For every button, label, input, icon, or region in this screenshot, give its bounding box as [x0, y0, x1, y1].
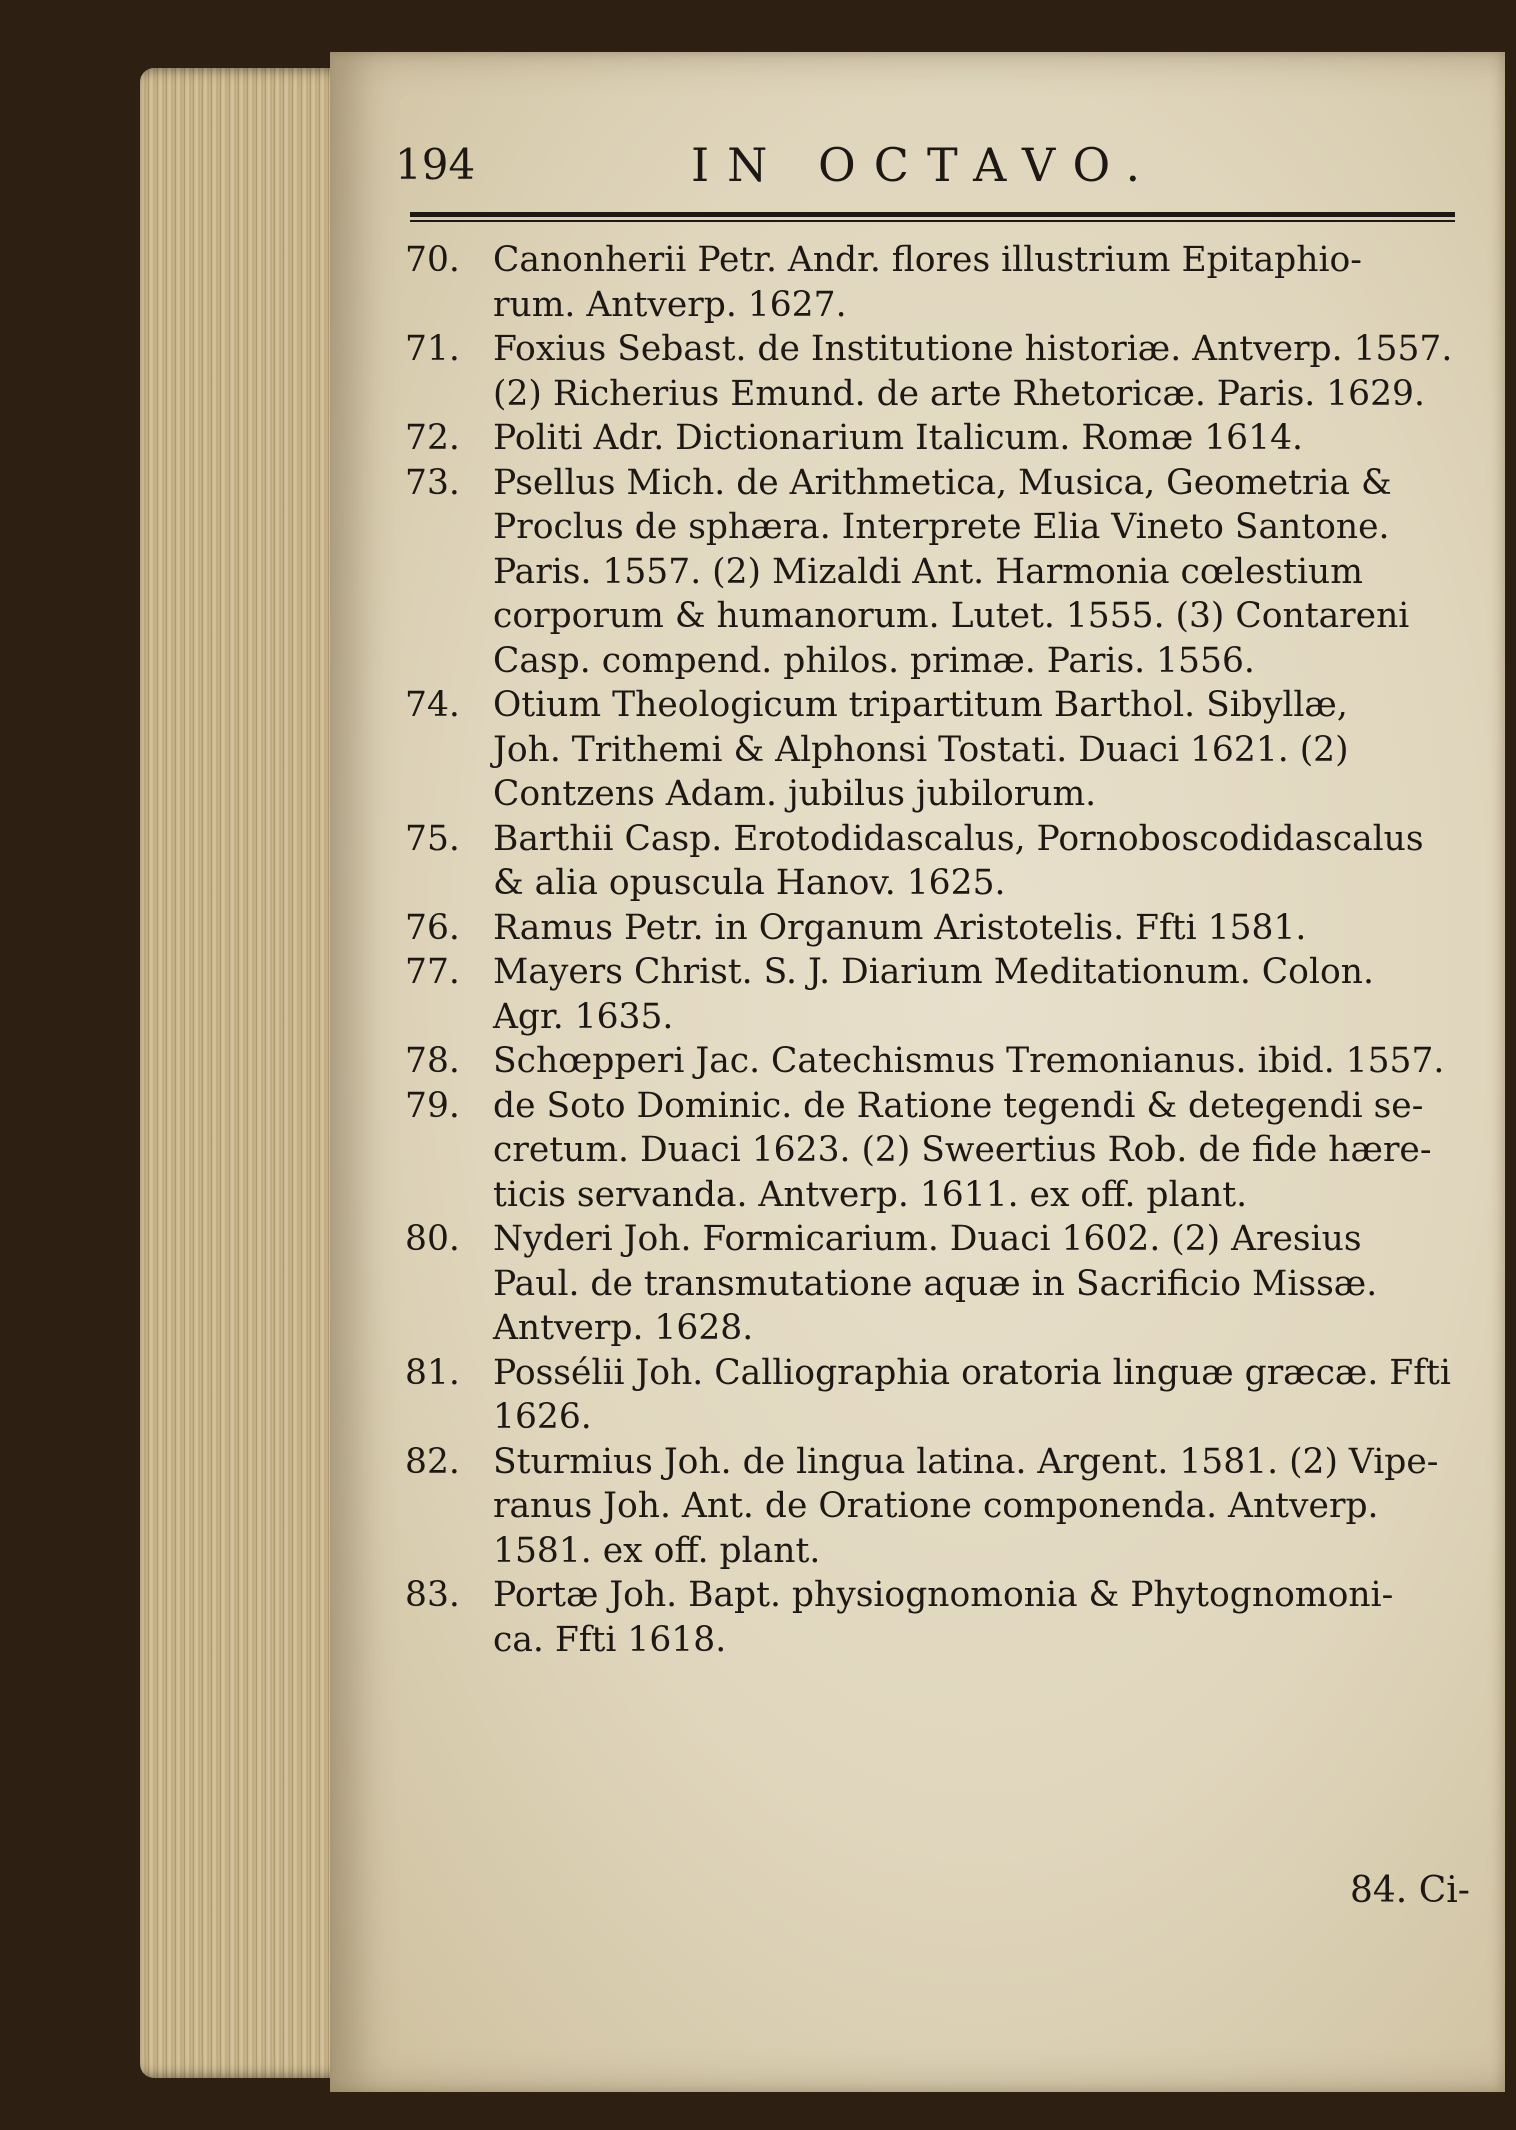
- entry-line: Joh. Trithemi & Alphonsi Tostati. Duaci 1621. (2): [493, 729, 1349, 770]
- entry-line: Sturmius Joh. de lingua latina. Argent. 1581. (2) Vipe-: [493, 1441, 1439, 1482]
- catalog-entry: [405, 1351, 1475, 1440]
- entry-line: Foxius Sebast. de Institutione historiæ. Antverp. 1557.: [493, 329, 1453, 369]
- entry-line: de Soto Dominic. de Ratione tegendi & detegendi se-: [493, 1085, 1424, 1126]
- entry-line: Antverp. 1628.: [493, 1308, 754, 1348]
- entry-number: 83.: [405, 1575, 460, 1615]
- entry-number: 77.: [405, 952, 460, 992]
- catalog-entry: [405, 461, 1475, 684]
- entry-line: 1581. ex off. plant.: [493, 1530, 821, 1571]
- entry-line: Psellus Mich. de Arithmetica, Musica, Geometria &: [493, 462, 1392, 503]
- entry-line: Ramus Petr. in Organum Aristotelis. Ffti 1581.: [493, 907, 1307, 948]
- entry-number: 74.: [405, 685, 460, 725]
- entry-line: ca. Ffti 1618.: [493, 1619, 727, 1660]
- entry-line: Proclus de sphæra. Interprete Elia Vineto Santone.: [493, 507, 1390, 547]
- catalog-entries: [405, 238, 1475, 1662]
- entry-line: Schœpperi Jac. Catechismus Tremonianus. ibid. 1557.: [493, 1041, 1445, 1081]
- entry-line: ticis servanda. Antverp. 1611. ex off. plant.: [493, 1174, 1248, 1215]
- running-head: IN OCTAVO.: [691, 138, 1159, 192]
- entry-line: 1626.: [493, 1397, 592, 1437]
- entry-number: 79.: [405, 1085, 460, 1126]
- catalog-entry: [405, 1039, 1475, 1084]
- entry-number: 78.: [405, 1041, 460, 1081]
- catalog-entry: [405, 1440, 1475, 1574]
- entry-number: 71.: [405, 329, 460, 369]
- entry-number: 82.: [405, 1441, 460, 1482]
- header-rule: [410, 212, 1455, 222]
- entry-line: Paris. 1557. (2) Mizaldi Ant. Harmonia cœlestium: [493, 551, 1363, 592]
- entry-number: 70.: [405, 240, 460, 280]
- entry-line: Casp. compend. philos. primæ. Paris. 1556.: [493, 640, 1255, 681]
- entry-line: ranus Joh. Ant. de Oratione componenda. Antverp.: [493, 1486, 1379, 1526]
- entry-number: 76.: [405, 907, 460, 948]
- entry-line: Portæ Joh. Bapt. physiognomonia & Phytognomoni-: [493, 1575, 1394, 1615]
- entry-line: Politi Adr. Dictionarium Italicum. Romæ 1614.: [493, 418, 1303, 458]
- entry-line: Paul. de transmutatione aquæ in Sacrificio Missæ.: [493, 1263, 1378, 1304]
- entry-line: rum. Antverp. 1627.: [493, 284, 847, 325]
- entry-number: 80.: [405, 1219, 460, 1259]
- entry-line: Agr. 1635.: [493, 996, 674, 1037]
- entry-line: Otium Theologicum tripartitum Barthol. Sibyllæ,: [493, 685, 1348, 725]
- catalog-entry: [405, 950, 1475, 1039]
- catalog-entry: [405, 906, 1475, 951]
- catalog-entry: [405, 1084, 1475, 1218]
- entry-line: Mayers Christ. S. J. Diarium Meditationum. Colon.: [493, 952, 1374, 992]
- entry-line: & alia opuscula Hanov. 1625.: [493, 863, 1006, 903]
- catalog-entry: [405, 327, 1475, 416]
- catalog-entry: [405, 416, 1475, 461]
- entry-number: 75.: [405, 818, 460, 859]
- catalog-entry: [405, 817, 1475, 906]
- entry-number: 73.: [405, 462, 460, 503]
- catchword: 84. Ci-: [1350, 1870, 1470, 1911]
- entry-number: 72.: [405, 418, 460, 458]
- entry-line: Barthii Casp. Erotodidascalus, Pornoboscodidascalus: [493, 818, 1424, 859]
- entry-line: Contzens Adam. jubilus jubilorum.: [493, 774, 1097, 814]
- catalog-entry: [405, 1217, 1475, 1351]
- entry-line: cretum. Duaci 1623. (2) Sweertius Rob. de fide hære-: [493, 1130, 1432, 1170]
- entry-line: (2) Richerius Emund. de arte Rhetoricæ. Paris. 1629.: [493, 373, 1425, 414]
- catalog-entry: [405, 238, 1475, 327]
- entry-line: Nyderi Joh. Formicarium. Duaci 1602. (2) Aresius: [493, 1219, 1362, 1259]
- catalog-entry: [405, 683, 1475, 817]
- page-header: [395, 130, 1465, 190]
- entry-number: 81.: [405, 1352, 460, 1393]
- entry-line: Canonherii Petr. Andr. flores illustrium Epitaphio-: [493, 240, 1362, 280]
- catalog-entry: [405, 1573, 1475, 1662]
- page-number: 194: [395, 140, 476, 189]
- entry-line: Possélii Joh. Calliographia oratoria linguæ græcæ. Ffti: [493, 1352, 1451, 1393]
- entry-line: corporum & humanorum. Lutet. 1555. (3) Contareni: [493, 596, 1410, 636]
